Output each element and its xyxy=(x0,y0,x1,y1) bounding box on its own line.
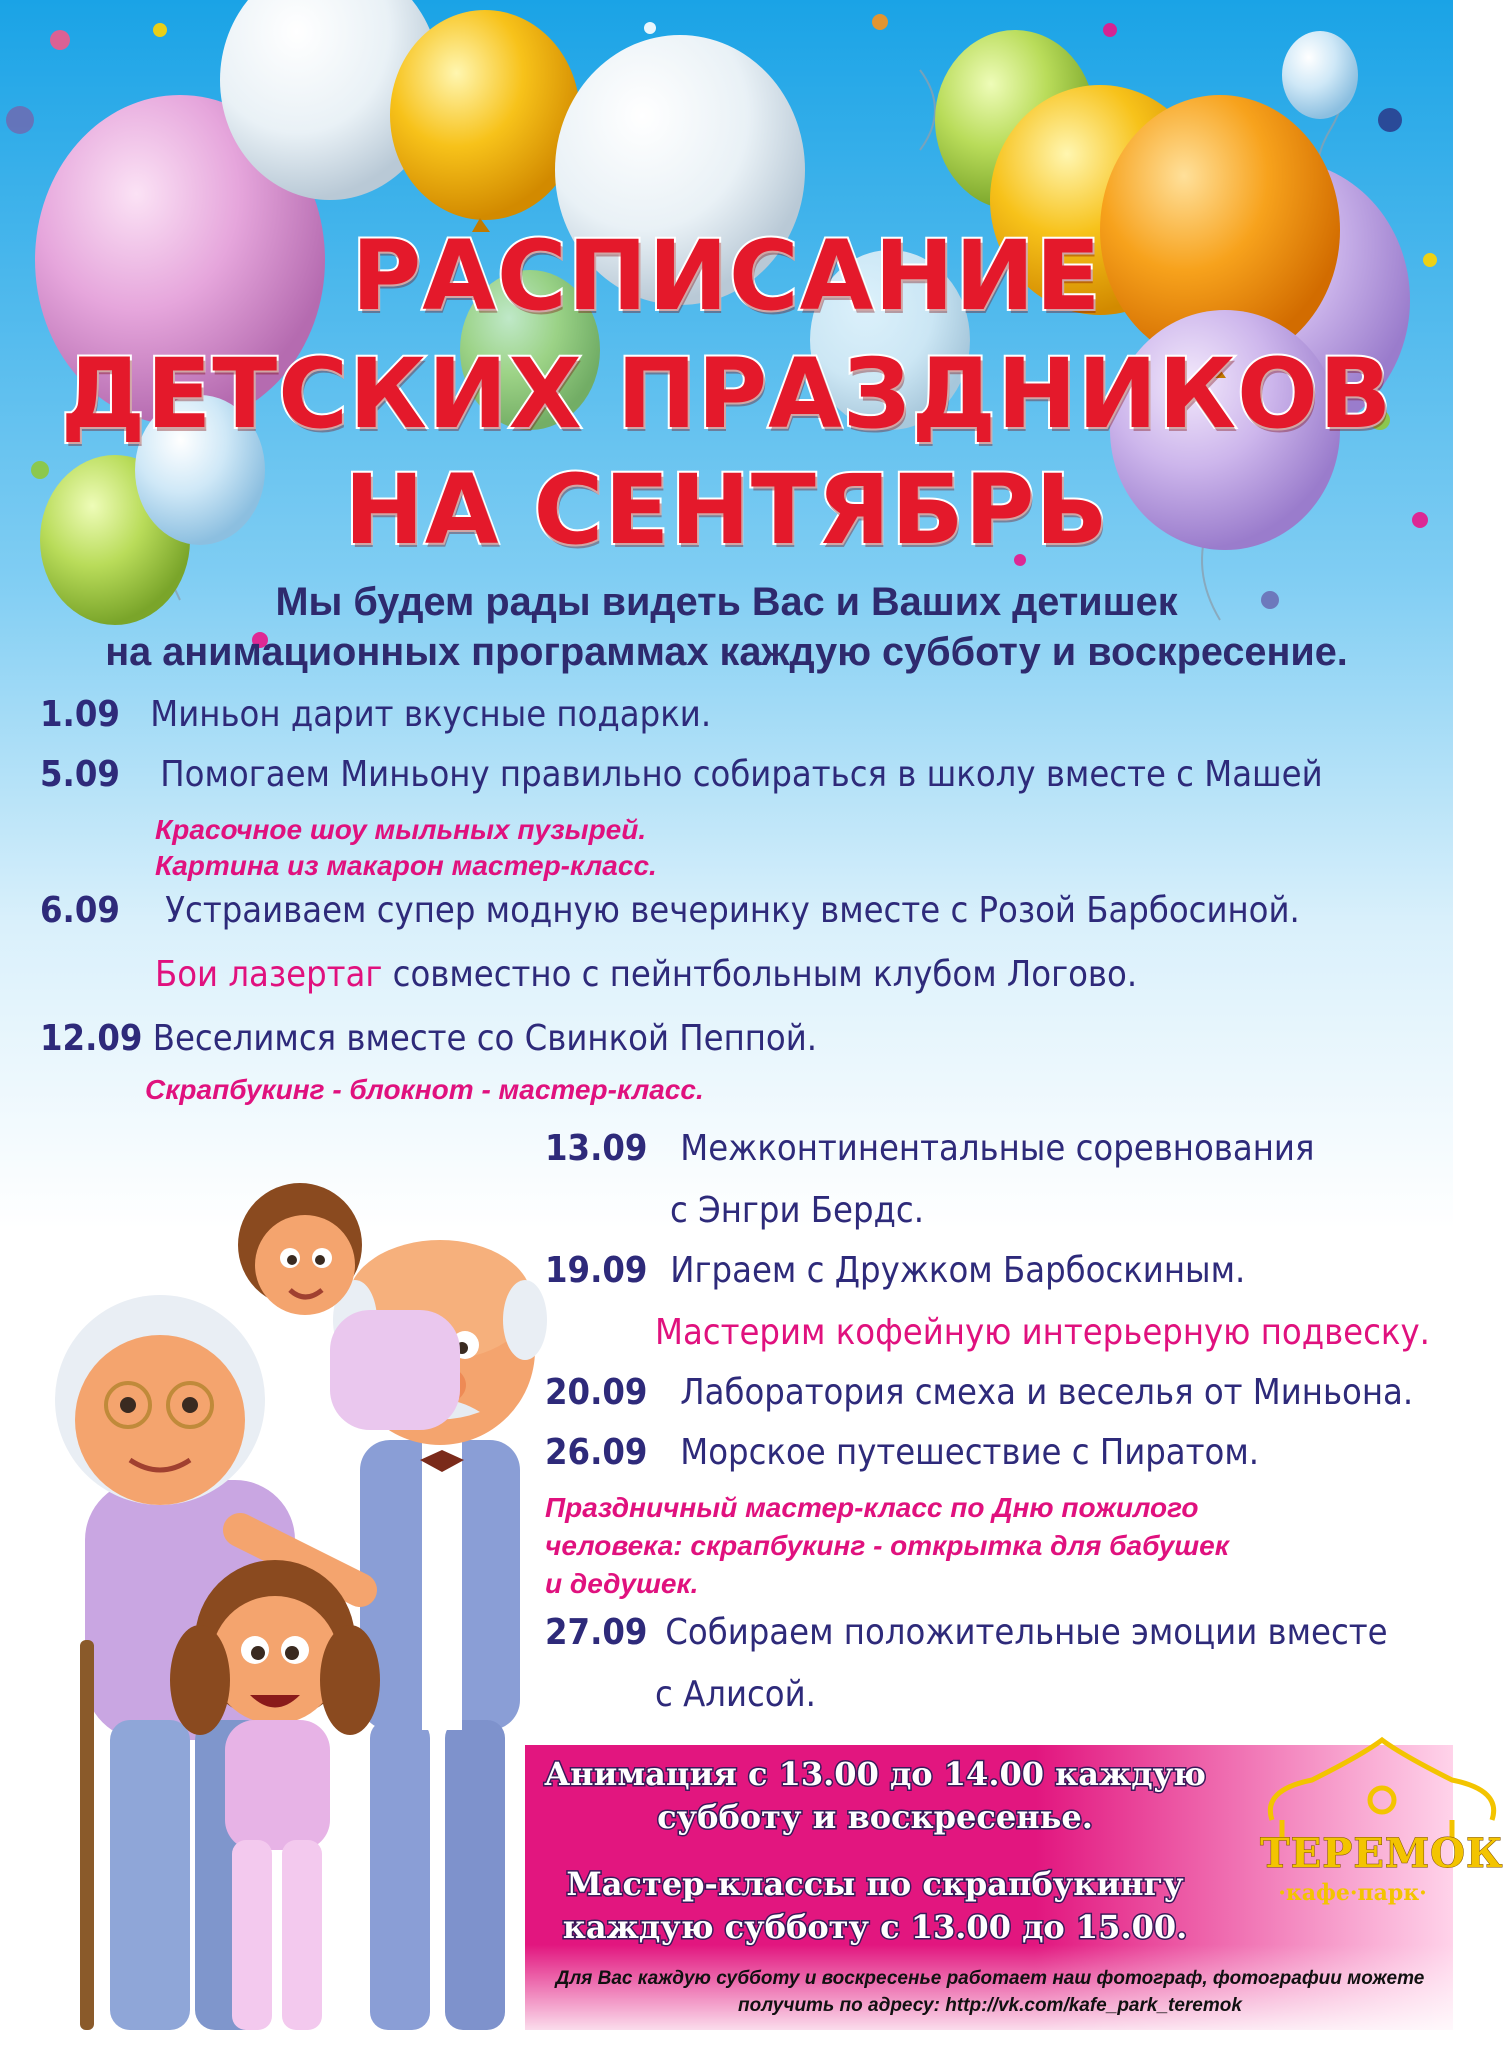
teremok-logo-sub: ·кафе·парк· xyxy=(1278,1880,1427,1906)
banner-animation-line1: Анимация с 13.00 до 14.00 каждую xyxy=(544,1755,1206,1793)
event-text: Миньон дарит вкусные подарки. xyxy=(150,694,712,735)
event-text: Морское путешествие с Пиратом. xyxy=(680,1432,1260,1473)
event-date: 19.09 xyxy=(545,1250,648,1291)
event-text-cont: с Алисой. xyxy=(655,1674,816,1715)
intro-line2: на анимационных программах каждую субботу и воскресение. xyxy=(105,630,1348,674)
event-note: Картина из макарон мастер-класс. xyxy=(155,850,657,881)
teremok-logo-name: ТЕРЕМОК xyxy=(1260,1830,1503,1877)
event-note: Праздничный мастер-класс по Дню пожилого xyxy=(545,1492,1199,1523)
event-row xyxy=(545,1612,1388,1653)
event-date: 13.09 xyxy=(545,1128,648,1169)
event-date: 12.09 xyxy=(40,1018,143,1059)
event-date: 1.09 xyxy=(40,694,120,735)
event-note: Мастерим кофейную интерьерную подвеску. xyxy=(655,1312,1430,1353)
event-row xyxy=(40,694,711,735)
event-date: 20.09 xyxy=(545,1372,648,1413)
banner-masterclass-line1: Мастер-классы по скрапбукингу xyxy=(566,1865,1184,1903)
intro-line1: Мы будем рады видеть Вас и Ваших детишек xyxy=(275,580,1178,624)
event-text-cont: с Энгри Бердс. xyxy=(670,1190,925,1231)
poster-title-line3: НА СЕНТЯБРЬ xyxy=(344,454,1109,566)
photographer-note-line2: получить по адресу: http://vk.com/kafe_park_teremok xyxy=(738,1995,1242,2016)
event-row xyxy=(40,754,1323,795)
poster-title-line2: ДЕТСКИХ ПРАЗДНИКОВ xyxy=(60,338,1393,450)
event-text: Устраиваем супер модную вечеринку вместе с Розой Барбосиной. xyxy=(165,890,1300,931)
event-row xyxy=(545,1432,1259,1473)
event-date: 27.09 xyxy=(545,1612,648,1653)
event-text: Межконтинентальные соревнования xyxy=(680,1128,1315,1169)
event-text: Играем с Дружком Барбоскиным. xyxy=(670,1250,1246,1291)
event-note: совместно с пейнтбольным клубом Логово. xyxy=(382,954,1138,995)
event-text: Собираем положительные эмоции вместе xyxy=(665,1612,1388,1653)
event-note: Красочное шоу мыльных пузырей. xyxy=(155,814,647,845)
event-row xyxy=(545,1128,1314,1169)
event-row xyxy=(545,1250,1245,1291)
event-note: Скрапбукинг - блокнот - мастер-класс. xyxy=(145,1074,704,1105)
event-date: 5.09 xyxy=(40,754,120,795)
event-date: 6.09 xyxy=(40,890,120,931)
event-text: Помогаем Миньону правильно собираться в школу вместе с Машей xyxy=(160,754,1323,795)
event-row xyxy=(40,890,1300,931)
banner-masterclass-line2: каждую субботу с 13.00 до 15.00. xyxy=(562,1908,1188,1946)
event-row xyxy=(545,1372,1413,1413)
poster-title-line1: РАСПИСАНИЕ xyxy=(351,220,1102,332)
event-note: и дедушек. xyxy=(545,1568,699,1599)
event-text: Веселимся вместе со Свинкой Пеппой. xyxy=(152,1018,818,1059)
photographer-note-line1: Для Вас каждую субботу и воскресенье работает наш фотограф, фотографии можете xyxy=(555,1968,1425,1989)
banner-animation-line2: субботу и воскресенье. xyxy=(657,1798,1093,1836)
event-note: человека: скрапбукинг - открытка для бабушек xyxy=(545,1530,1229,1561)
event-date: 26.09 xyxy=(545,1432,648,1473)
event-text: Лаборатория смеха и веселья от Миньона. xyxy=(680,1372,1414,1413)
event-row xyxy=(40,1018,817,1059)
lasertag-label: Бои лазертаг xyxy=(155,954,383,995)
event-note-row xyxy=(155,954,1137,995)
